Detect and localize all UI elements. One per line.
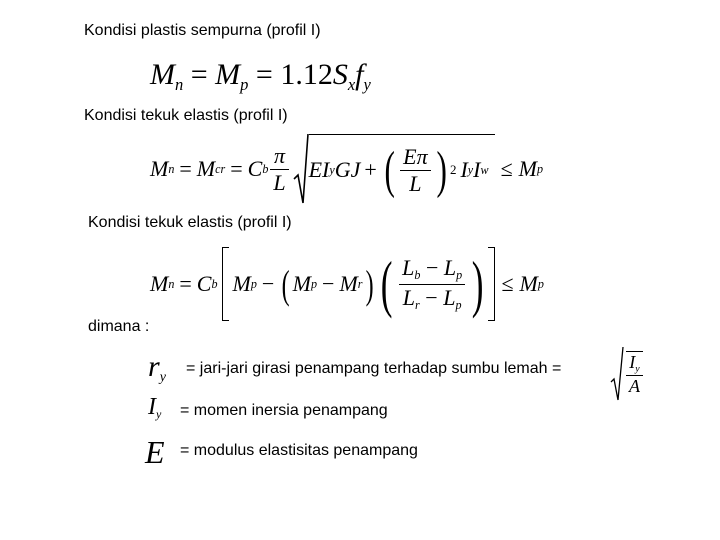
symbol-ry: $r_y$ bbox=[148, 350, 166, 385]
equation-plastic-moment: $M_n = M_p = 1.12S_xf_y$ bbox=[150, 58, 371, 94]
sqrt-sign-icon bbox=[610, 346, 624, 402]
symbol-iy: $I_y$ bbox=[148, 394, 162, 422]
equation-elastic-buckling: M n = M cr = C b $\frac{\pi}{L}$ EI y GJ + ( $\frac{E\pi}{L}$ ) 2 I y I w ≤ M p bbox=[150, 133, 543, 205]
fraction-pi-over-l: $\frac{\pi}{L}$ bbox=[270, 143, 288, 195]
sqrt-sign-icon bbox=[293, 133, 309, 205]
sqrt-iy-over-a: $\frac{I_y}{A}$ bbox=[610, 346, 645, 402]
definition-ry: = jari-jari girasi penampang terhadap sumbu lemah = bbox=[186, 360, 562, 377]
definition-e: = modulus elastisitas penampang bbox=[180, 442, 418, 459]
symbol-e: E bbox=[145, 434, 165, 470]
fraction-epi-over-l: $\frac{E\pi}{L}$ bbox=[400, 144, 430, 196]
heading-tekuk-2: Kondisi tekuk elastis (profil I) bbox=[88, 214, 292, 231]
heading-dimana: dimana : bbox=[88, 318, 150, 335]
definition-iy: = momen inersia penampang bbox=[180, 402, 388, 419]
fraction-length-ratio: $\frac{L_b - L_p}{L_r - L_p}$ bbox=[399, 255, 465, 312]
heading-tekuk-1: Kondisi tekuk elastis (profil I) bbox=[84, 107, 288, 124]
equation-inelastic-buckling: M n = C b M p − ( M p − M r ) ( $\frac{L_b - L_p}{L_r - L_p}$ ) ≤ M p bbox=[150, 248, 544, 319]
heading-plastis: Kondisi plastis sempurna (profil I) bbox=[84, 22, 321, 39]
